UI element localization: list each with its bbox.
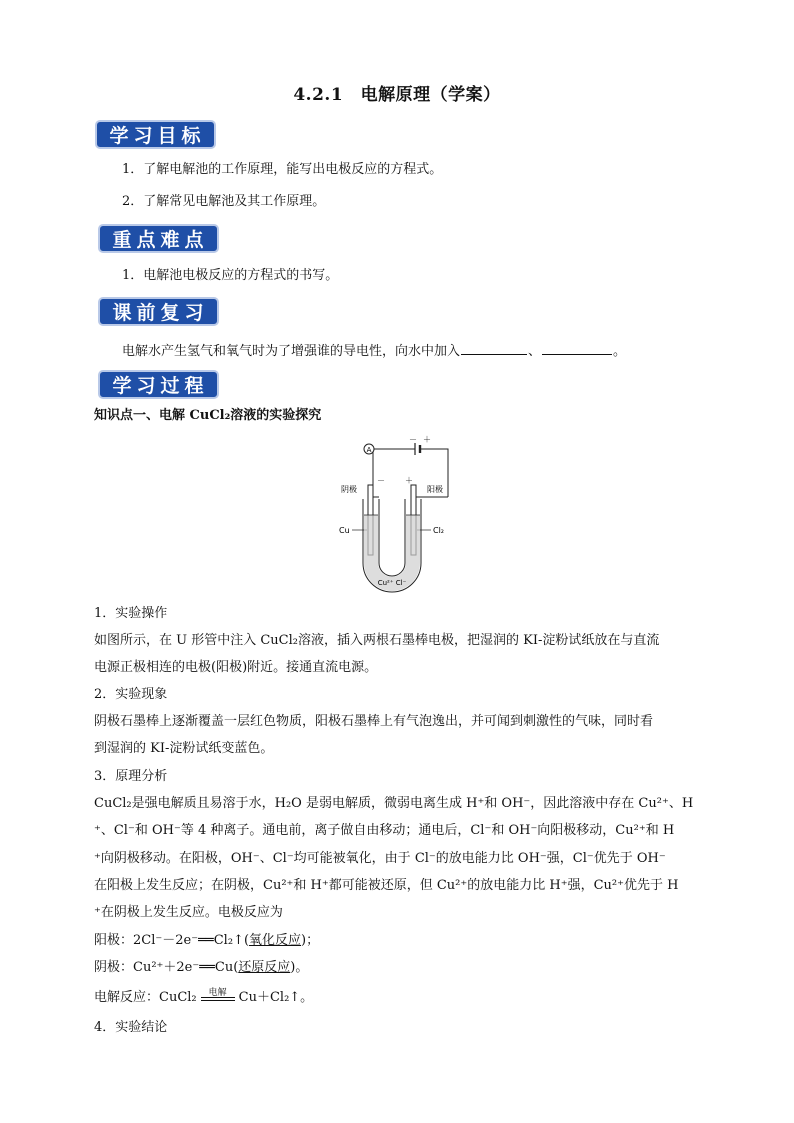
goal-item: 1．了解电解池的工作原理，能写出电极反应的方程式。: [122, 162, 443, 177]
paragraph-line: 阴极石墨棒上逐渐覆盖一层红色物质，阳极石墨棒上有气泡逸出，并可闻到刺激性的气味，同时看: [94, 714, 654, 729]
review-end: 。: [613, 344, 627, 359]
review-sep: 、: [528, 344, 542, 359]
review-question: [122, 340, 626, 362]
chlorine-label: Cl₂: [433, 526, 445, 535]
battery-minus: －: [409, 435, 417, 444]
paragraph-line: ⁺向阴极移动。在阳极，OH⁻、Cl⁻均可能被氧化，由于 Cl⁻的放电能力比 OH⁻强，Cl⁻优先于 OH⁻: [94, 851, 666, 866]
step-heading: 1．实验操作: [94, 606, 168, 621]
anode-equation: 阳极：2Cl⁻－2e⁻══Cl₂↑(氧化反应)；: [94, 933, 320, 948]
step-heading: 4．实验结论: [94, 1020, 168, 1035]
step-heading: 3．原理分析: [94, 769, 168, 784]
overall-equation: 电解反应：CuCl₂ 电解 Cu＋Cl₂↑。: [94, 988, 313, 1008]
step-heading: 2．实验现象: [94, 687, 168, 702]
cathode-label: 阴极: [341, 485, 357, 494]
review-text: 电解水产生氢气和氧气时为了增强谁的导电性，向水中加入: [122, 344, 461, 359]
section-banner-keypoints: 重点难点: [98, 224, 219, 253]
copper-label: Cu: [339, 526, 350, 535]
anode-label: 阳极: [427, 485, 443, 494]
paragraph-line: 在阳极上发生反应；在阴极，Cu²⁺和 H⁺都可能被还原，但 Cu²⁺的放电能力比 H⁺强，Cu²⁺优先于 H: [94, 878, 679, 893]
battery-plus: ＋: [423, 435, 431, 444]
paragraph-line: 电源正极相连的电极(阳极)附近。接通直流电源。: [94, 660, 378, 675]
reaction-equals-sign: [201, 987, 235, 1001]
section-banner-goals: 学习目标: [95, 120, 216, 149]
reaction-condition: 电解: [208, 987, 227, 998]
keypoint-item: 1．电解池电极反应的方程式的书写。: [122, 268, 339, 283]
paragraph-line: 到湿润的 KI-淀粉试纸变蓝色。: [94, 741, 274, 756]
electrolysis-apparatus-diagram: [335, 435, 455, 595]
cathode-reaction-type: 还原反应: [238, 960, 291, 975]
answer-blank[interactable]: [461, 340, 527, 355]
cathode-equation: 阴极：Cu²⁺＋2e⁻══Cu(还原反应)。: [94, 960, 309, 975]
anode-reaction-type: 氧化反应: [249, 933, 302, 948]
cathode-sign: －: [377, 476, 385, 485]
anode-sign: ＋: [405, 476, 413, 485]
paragraph-line: 如图所示，在 U 形管中注入 CuCl₂溶液，插入两根石墨棒电极，把湿润的 KI-淀粉试纸放在与直流: [94, 633, 660, 648]
section-banner-process: 学习过程: [98, 370, 219, 399]
ions-label: Cu²⁺ Cl⁻: [377, 579, 407, 587]
section-banner-review: 课前复习: [98, 297, 219, 326]
paragraph-line: ⁺在阴极上发生反应。电极反应为: [94, 905, 283, 920]
answer-blank[interactable]: [542, 340, 612, 355]
ammeter-label: A: [366, 446, 372, 454]
page-title: 4.2.1 电解原理（学案）: [293, 85, 501, 105]
knowledge-point-heading: 知识点一、电解 CuCl₂溶液的实验探究: [94, 408, 322, 423]
paragraph-line: ⁺、Cl⁻和 OH⁻等 4 种离子。通电前，离子做自由移动；通电后，Cl⁻和 OH⁻向阳极移动，Cu²⁺和 H: [94, 823, 675, 838]
paragraph-line: CuCl₂是强电解质且易溶于水，H₂O 是弱电解质，微弱电离生成 H⁺和 OH⁻，因此溶液中存在 Cu²⁺、H: [94, 796, 694, 811]
goal-item: 2．了解常见电解池及其工作原理。: [122, 194, 326, 209]
